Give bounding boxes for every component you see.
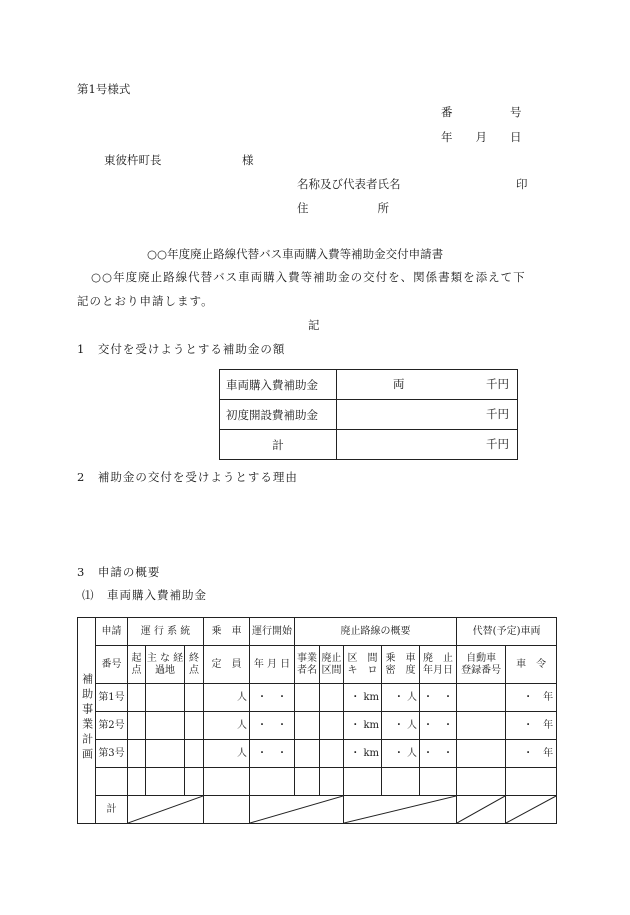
cell-empty — [146, 768, 185, 796]
cell-registration — [457, 712, 506, 740]
cell-start-date: ・ ・ — [250, 740, 295, 768]
cell-section — [320, 712, 344, 740]
cell-destination — [185, 740, 204, 768]
cell-via — [146, 740, 185, 768]
unit-vehicles: 両 — [393, 377, 405, 391]
unit-thousand-yen: 千円 — [486, 407, 509, 421]
table-row — [78, 740, 557, 768]
body-text-line-1: ○○年度廃止路線代替バス車両購入費等補助金の交付を、関係書類を添えて下 — [91, 270, 526, 284]
table-row — [78, 768, 557, 796]
header-registration: 自動車 登録番号 — [457, 646, 506, 684]
section-2-heading: 2 補助金の交付を受けようとする理由 — [77, 470, 298, 484]
header-route: 運 行 系 統 — [128, 618, 204, 646]
total-diagonal-cell — [250, 796, 344, 824]
cell-empty — [204, 768, 250, 796]
applicant-address-label: 住 所 — [297, 201, 389, 215]
cell-capacity: 人 — [204, 712, 250, 740]
total-label: 計 — [96, 796, 128, 824]
row-number: 第3号 — [96, 740, 128, 768]
cell-km: ・ km — [344, 684, 382, 712]
header-ymd: 年 月 日 — [250, 646, 295, 684]
cell-origin — [128, 684, 146, 712]
header-via: 主 な 経過地 — [146, 646, 185, 684]
cell-abolish-date: ・ ・ — [420, 712, 457, 740]
section-1-heading: 1 交付を受けようとする補助金の額 — [77, 342, 286, 356]
amount-label: 計 — [220, 430, 337, 460]
header-capacity-1: 乗 車 — [204, 618, 250, 646]
diagonal-line — [250, 796, 343, 823]
cell-abolish-date: ・ ・ — [420, 684, 457, 712]
header-vehicle-age: 車 令 — [506, 646, 557, 684]
cell-section — [320, 684, 344, 712]
total-diagonal-cell — [506, 796, 557, 824]
cell-origin — [128, 712, 146, 740]
amount-table — [219, 369, 518, 460]
header-apply: 申請 — [96, 618, 128, 646]
subsection-1-heading: ⑴ 車両購入費補助金 — [82, 588, 207, 602]
header-destination: 終点 — [185, 646, 204, 684]
unit-thousand-yen: 千円 — [486, 437, 509, 451]
cell-origin — [128, 740, 146, 768]
total-diagonal-cell — [457, 796, 506, 824]
cell-empty — [457, 768, 506, 796]
section-3-heading: 3 申請の概要 — [77, 565, 161, 579]
table-row — [78, 712, 557, 740]
ki-mark: 記 — [308, 318, 320, 332]
table-row — [78, 646, 557, 684]
diagonal-line — [506, 796, 556, 823]
header-number: 番 号 — [441, 105, 522, 119]
addressee: 東彼杵町長 様 — [104, 153, 254, 167]
diagonal-line — [344, 796, 456, 823]
cell-empty — [250, 768, 295, 796]
header-start: 運行開始 — [250, 618, 295, 646]
amount-label: 車両購入費補助金 — [220, 370, 337, 400]
header-abolish-date: 廃 止 年月日 — [420, 646, 457, 684]
header-capacity-2: 定 員 — [204, 646, 250, 684]
header-number: 番号 — [96, 646, 128, 684]
cell-vehicle-age: ・ 年 — [506, 740, 557, 768]
cell-destination — [185, 684, 204, 712]
amount-value-cell — [337, 400, 518, 430]
amount-value-cell — [337, 430, 518, 460]
total-capacity-cell — [204, 796, 250, 824]
row-number: 第1号 — [96, 684, 128, 712]
applicant-name-label: 名称及び代表者氏名 — [297, 177, 401, 191]
header-operator: 事業者名 — [295, 646, 320, 684]
cell-empty — [128, 768, 146, 796]
table-row — [220, 370, 518, 400]
header-density: 乗 車 密 度 — [382, 646, 420, 684]
table-row — [78, 684, 557, 712]
cell-destination — [185, 712, 204, 740]
plan-side-label: 補助事業計画 — [78, 618, 96, 824]
header-abolished-route: 廃止路線の概要 — [295, 618, 457, 646]
cell-operator — [295, 740, 320, 768]
form-number: 第1号様式 — [77, 82, 131, 96]
cell-density: ・ 人 — [382, 712, 420, 740]
plan-table — [77, 617, 557, 824]
amount-value-cell — [337, 370, 518, 400]
header-section: 廃止区間 — [320, 646, 344, 684]
cell-empty — [295, 768, 320, 796]
cell-vehicle-age: ・ 年 — [506, 712, 557, 740]
diagonal-line — [128, 796, 203, 823]
header-replacement-vehicle: 代替(予定)車両 — [457, 618, 557, 646]
cell-abolish-date: ・ ・ — [420, 740, 457, 768]
table-row — [78, 618, 557, 646]
cell-empty — [506, 768, 557, 796]
row-number: 第2号 — [96, 712, 128, 740]
cell-section — [320, 740, 344, 768]
table-row — [220, 400, 518, 430]
cell-km: ・ km — [344, 712, 382, 740]
cell-empty — [320, 768, 344, 796]
cell-capacity: 人 — [204, 684, 250, 712]
cell-registration — [457, 684, 506, 712]
header-origin: 起点 — [128, 646, 146, 684]
cell-empty — [344, 768, 382, 796]
table-row — [220, 430, 518, 460]
total-diagonal-cell — [344, 796, 457, 824]
cell-via — [146, 684, 185, 712]
cell-density: ・ 人 — [382, 740, 420, 768]
total-row — [78, 796, 557, 824]
cell-km: ・ km — [344, 740, 382, 768]
cell-capacity: 人 — [204, 740, 250, 768]
amount-label: 初度開設費補助金 — [220, 400, 337, 430]
cell-operator — [295, 684, 320, 712]
unit-thousand-yen: 千円 — [486, 377, 509, 391]
total-diagonal-cell — [128, 796, 204, 824]
cell-vehicle-age: ・ 年 — [506, 684, 557, 712]
diagonal-line — [457, 796, 505, 823]
cell-empty — [382, 768, 420, 796]
cell-density: ・ 人 — [382, 684, 420, 712]
body-text-line-2: 記のとおり申請します。 — [77, 294, 214, 308]
cell-registration — [457, 740, 506, 768]
cell-empty — [420, 768, 457, 796]
cell-empty — [185, 768, 204, 796]
cell-via — [146, 712, 185, 740]
cell-start-date: ・ ・ — [250, 684, 295, 712]
header-date: 年 月 日 — [441, 130, 522, 144]
seal-mark: 印 — [516, 177, 528, 191]
cell-operator — [295, 712, 320, 740]
cell-empty — [96, 768, 128, 796]
document-title: ○○年度廃止路線代替バス車両購入費等補助金交付申請書 — [147, 247, 444, 261]
header-km: 区 間 キ ロ — [344, 646, 382, 684]
cell-start-date: ・ ・ — [250, 712, 295, 740]
